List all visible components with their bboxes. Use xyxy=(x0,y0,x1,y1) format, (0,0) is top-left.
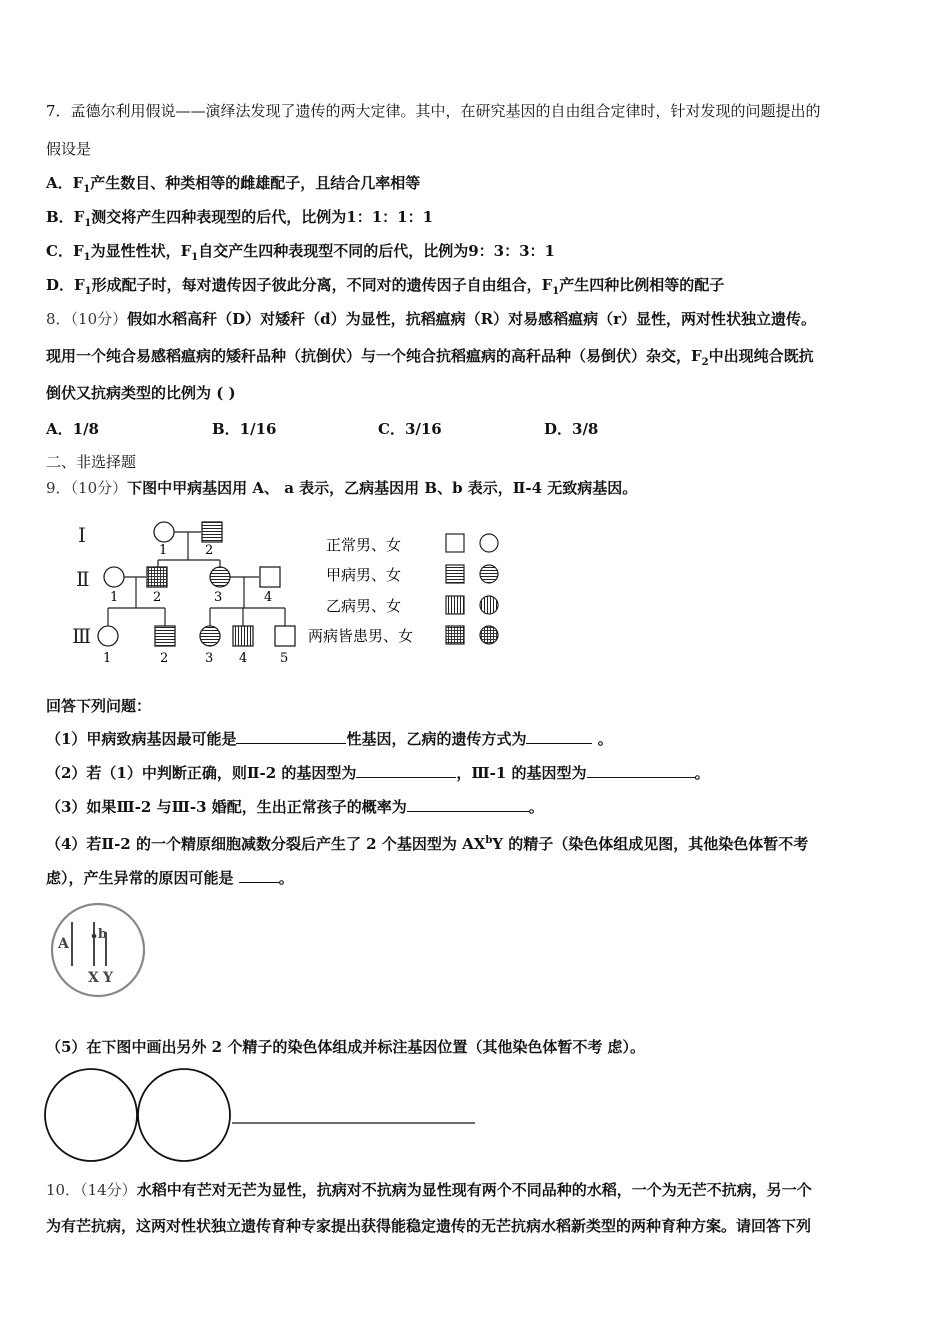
answer-blank[interactable] xyxy=(407,797,529,812)
drawing-area xyxy=(44,1068,484,1164)
legend-normal-male xyxy=(446,534,464,552)
q7-option-a: A．$F_1$产生数目、种类相等的雌雄配子，且结合几率相等 xyxy=(46,174,421,195)
answer-blank[interactable] xyxy=(587,763,695,778)
pedigree-chart xyxy=(60,512,520,672)
generation-label: Ⅲ xyxy=(72,624,92,648)
individual-III-4 xyxy=(233,626,253,646)
generation-label: Ⅱ xyxy=(76,567,90,591)
legend-disease-a: 甲病男、女 xyxy=(326,566,402,584)
q7-option-b: B．$F_1$测交将产生四种表现型的后代，比例为1：1：1：1 xyxy=(46,208,434,229)
gene-label-A: A xyxy=(58,936,69,952)
q7-stem-line2: 假设是 xyxy=(46,140,92,158)
answer-blank[interactable] xyxy=(526,729,592,744)
q8-option-b: B．1/16 xyxy=(212,420,277,438)
q9-part4-line1: （4）若Ⅱ-2 的一个精原细胞减数分裂后产生了 2 个基因型为 $AX^bY$ 的精子（染色体组成见图，其他染色体暂不考 xyxy=(46,835,809,853)
label-III-4: 4 xyxy=(239,651,248,666)
individual-III-5 xyxy=(275,626,295,646)
q8-stem-line1: 8．（10分）假如水稻高秆（D）对矮秆（d）为显性，抗稻瘟病（R）对易感稻瘟病（r）显性，两对性状独立遗传。 xyxy=(46,310,817,328)
generation-label: Ⅰ xyxy=(78,523,86,547)
q10-stem-line2: 为有芒抗病，这两对性状独立遗传育种专家提出获得能稳定遗传的无芒抗病水稻新类型的两种育种方案。请回答下列 xyxy=(46,1217,812,1235)
answer-blank[interactable] xyxy=(239,868,279,883)
section-heading: 二、非选择题 xyxy=(46,453,137,471)
q9-part5: （5）在下图中画出另外 2 个精子的染色体组成并标注基因位置（其他染色体暂不考 虑）。 xyxy=(46,1038,646,1056)
individual-II-2 xyxy=(147,567,167,587)
sperm-cell-diagram xyxy=(48,902,150,1000)
legend-both: 两病皆患男、女 xyxy=(308,627,414,645)
q9-answer-intro: 回答下列问题： xyxy=(46,697,152,715)
q7-option-d: D．$F_1$形成配子时，每对遗传因子彼此分离，不同对的遗传因子自由组合，$F_1$产生四种比例相等的配子 xyxy=(46,276,725,297)
individual-III-2 xyxy=(155,626,175,646)
label-II-3: 3 xyxy=(214,590,223,605)
individual-II-4 xyxy=(260,567,280,587)
individual-II-3 xyxy=(210,567,230,587)
legend-disease-b-male xyxy=(446,596,464,614)
q9-part4-line2: 虑），产生异常的原因可能是 。 xyxy=(46,869,294,887)
q8-stem-line3: 倒伏又抗病类型的比例为 ( ) xyxy=(46,384,236,402)
chromosome-label-Y: Y xyxy=(103,970,113,986)
q8-option-d: D．3/8 xyxy=(544,420,599,438)
gene-label-b: b xyxy=(98,927,108,942)
legend-disease-a-male xyxy=(446,565,464,583)
legend-both-male xyxy=(446,626,464,644)
q10-stem-line1: 10．（14分）水稻中有芒对无芒为显性，抗病对不抗病为显性现有两个不同品种的水稻，一个为无芒不抗病，另一个 xyxy=(46,1181,812,1199)
chromosome-label-X: X xyxy=(88,970,99,986)
legend-normal: 正常男、女 xyxy=(326,536,402,554)
empty-sperm-circle xyxy=(45,1069,137,1161)
label-II-4: 4 xyxy=(264,590,273,605)
label-II-1: 1 xyxy=(110,590,119,605)
label-III-2: 2 xyxy=(160,651,169,666)
answer-blank[interactable] xyxy=(356,763,456,778)
label-II-2: 2 xyxy=(153,590,162,605)
q8-stem-line2: 现用一个纯合易感稻瘟病的矮秆品种（抗倒伏）与一个纯合抗稻瘟病的高秆品种（易倒伏）杂交，$F_2$中出现纯合既抗 xyxy=(46,347,814,368)
legend-disease-b-female xyxy=(480,596,498,614)
individual-I-1 xyxy=(154,522,174,542)
legend-disease-b: 乙病男、女 xyxy=(326,597,402,615)
q9-part2: （2）若（1）中判断正确，则Ⅱ-2 的基因型为 ，Ⅲ-1 的基因型为 。 xyxy=(46,764,710,782)
empty-sperm-circle xyxy=(138,1069,230,1161)
q7-stem-line1: 7．孟德尔利用假说——演绎法发现了遗传的两大定律。其中，在研究基因的自由组合定律时，针对发现的问题提出的 xyxy=(46,102,821,120)
q9-stem: 9．（10分）下图中甲病基因用 A、 a 表示，乙病基因用 B、b 表示，Ⅱ-4 无致病基因。 xyxy=(46,479,638,497)
label-III-1: 1 xyxy=(103,651,112,666)
q9-part1: （1）甲病致病基因最可能是 性基因，乙病的遗传方式为 。 xyxy=(46,730,613,748)
label-III-3: 3 xyxy=(205,651,214,666)
legend-both-female xyxy=(480,626,498,644)
individual-I-2 xyxy=(202,522,222,542)
q8-option-c: C．3/16 xyxy=(378,420,442,438)
label-I-1: 1 xyxy=(159,543,168,558)
q7-option-c: C．$F_1$为显性性状，$F_1$自交产生四种表现型不同的后代，比例为9：3：3：1 xyxy=(46,242,555,263)
q8-option-a: A．1/8 xyxy=(46,420,99,438)
label-I-2: 2 xyxy=(205,543,214,558)
individual-III-3 xyxy=(200,626,220,646)
individual-III-1 xyxy=(98,626,118,646)
legend-disease-a-female xyxy=(480,565,498,583)
label-III-5: 5 xyxy=(280,651,289,666)
individual-II-1 xyxy=(104,567,124,587)
q9-part3: （3）如果Ⅲ-2 与Ⅲ-3 婚配，生出正常孩子的概率为 。 xyxy=(46,798,544,816)
legend-normal-female xyxy=(480,534,498,552)
answer-blank[interactable] xyxy=(236,729,346,744)
